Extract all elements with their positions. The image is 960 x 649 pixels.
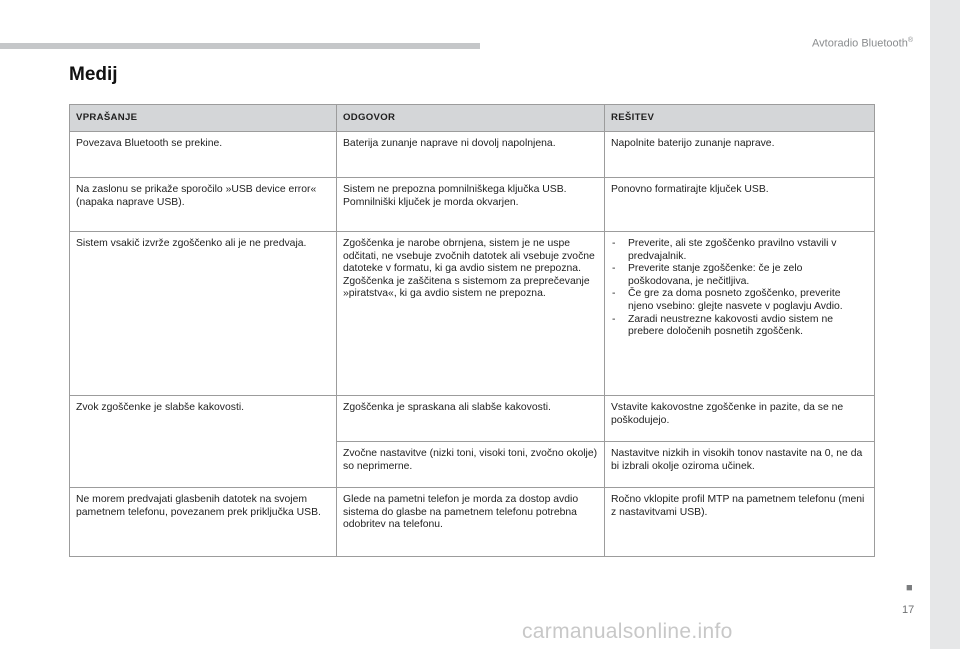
table-row bbox=[70, 232, 875, 396]
answer-text: Pomnilniški ključek je morda okvarjen. bbox=[343, 196, 519, 208]
page-number: 17 bbox=[902, 604, 915, 616]
solution-text: Vstavite kakovostne zgoščenke in pazite, da se ne poškodujejo. bbox=[611, 402, 844, 426]
answer-text: Sistem ne prepozna pomnilniškega ključka USB. bbox=[343, 184, 567, 195]
solution-text: Napolnite baterijo zunanje naprave. bbox=[611, 138, 775, 149]
solution-text: Nastavitve nizkih in visokih tonov nastavite na 0, ne da bi izbrali okolje oziroma učinek. bbox=[611, 448, 863, 472]
question-cell: Zvok zgoščenke je slabše kakovosti. bbox=[70, 396, 337, 488]
column-header-solution: REŠITEV bbox=[605, 105, 875, 132]
header-rule bbox=[0, 43, 480, 49]
table-row bbox=[70, 132, 875, 178]
table-row bbox=[70, 178, 875, 232]
list-item: - Preverite, ali ste zgoščenko pravilno vstavili v predvajalnik. bbox=[611, 238, 868, 263]
answer-text: Zgoščenka je zaščitena s sistemom za preprečevanje »piratstva«, ki ga avdio sistem ne prepozna. bbox=[343, 275, 590, 300]
answer-cell bbox=[337, 132, 605, 178]
section-header bbox=[812, 37, 913, 50]
watermark: carmanualsonline.info bbox=[522, 620, 733, 643]
question-cell: Na zaslonu se prikaže sporočilo »USB device error« (napaka naprave USB). bbox=[70, 178, 337, 232]
column-header-answer: ODGOVOR bbox=[337, 105, 605, 132]
solution-cell bbox=[605, 132, 875, 178]
page-side-band bbox=[930, 0, 960, 649]
solution-list bbox=[611, 238, 868, 339]
table-row bbox=[70, 488, 875, 557]
solution-cell bbox=[605, 488, 875, 557]
column-header-question: VPRAŠANJE bbox=[70, 105, 337, 132]
answer-cell bbox=[337, 178, 605, 232]
solution-cell bbox=[605, 396, 875, 442]
solution-text: Ponovno formatirajte ključek USB. bbox=[611, 184, 769, 195]
page-title: Medij bbox=[69, 64, 118, 85]
solution-cell bbox=[605, 178, 875, 232]
question-cell: Sistem vsakič izvrže zgoščenko ali je ne predvaja. bbox=[70, 232, 337, 396]
answer-cell bbox=[337, 488, 605, 557]
answer-text: Zvočne nastavitve (nizki toni, visoki toni, zvočno okolje) so neprimerne. bbox=[343, 448, 598, 472]
registered-mark: ® bbox=[907, 37, 913, 44]
answer-text: Glede na pametni telefon je morda za dostop avdio sistema do glasbe na pametnem telefonu potrebna odobritev na telefonu. bbox=[343, 494, 579, 531]
answer-text: Baterija zunanje naprave ni dovolj napolnjena. bbox=[343, 138, 556, 149]
solution-cell bbox=[605, 232, 875, 396]
section-header-text: Avtoradio Bluetooth bbox=[812, 37, 908, 50]
continue-marker-icon: ■ bbox=[906, 582, 913, 594]
solution-cell bbox=[605, 442, 875, 488]
answer-text: Zgoščenka je spraskana ali slabše kakovosti. bbox=[343, 402, 551, 413]
list-item: - Preverite stanje zgoščenke: če je zelo poškodovana, je nečitljiva. bbox=[611, 263, 868, 288]
table-row bbox=[70, 396, 875, 442]
list-item: - Zaradi neustrezne kakovosti avdio sistem ne prebere določenih posnetih zgoščenk. bbox=[611, 314, 868, 339]
answer-cell bbox=[337, 442, 605, 488]
question-cell: Povezava Bluetooth se prekine. bbox=[70, 132, 337, 178]
table-header-row bbox=[70, 105, 875, 132]
faq-table bbox=[69, 104, 875, 557]
list-item: - Če gre za doma posneto zgoščenko, preverite njeno vsebino: glejte nasvete v poglavju Avdio. bbox=[611, 288, 868, 313]
question-cell: Ne morem predvajati glasbenih datotek na svojem pametnem telefonu, povezanem prek priključka USB. bbox=[70, 488, 337, 557]
answer-text: Zgoščenka je narobe obrnjena, sistem je ne uspe odčitati, ne vsebuje zvočnih datotek ali vsebuje zvočne datoteke v formatu, ki ga avdio sistem ne prepozna. bbox=[343, 238, 595, 275]
solution-text: Ročno vklopite profil MTP na pametnem telefonu (meni z nastavitvami USB). bbox=[611, 494, 865, 518]
answer-cell bbox=[337, 396, 605, 442]
answer-cell bbox=[337, 232, 605, 396]
